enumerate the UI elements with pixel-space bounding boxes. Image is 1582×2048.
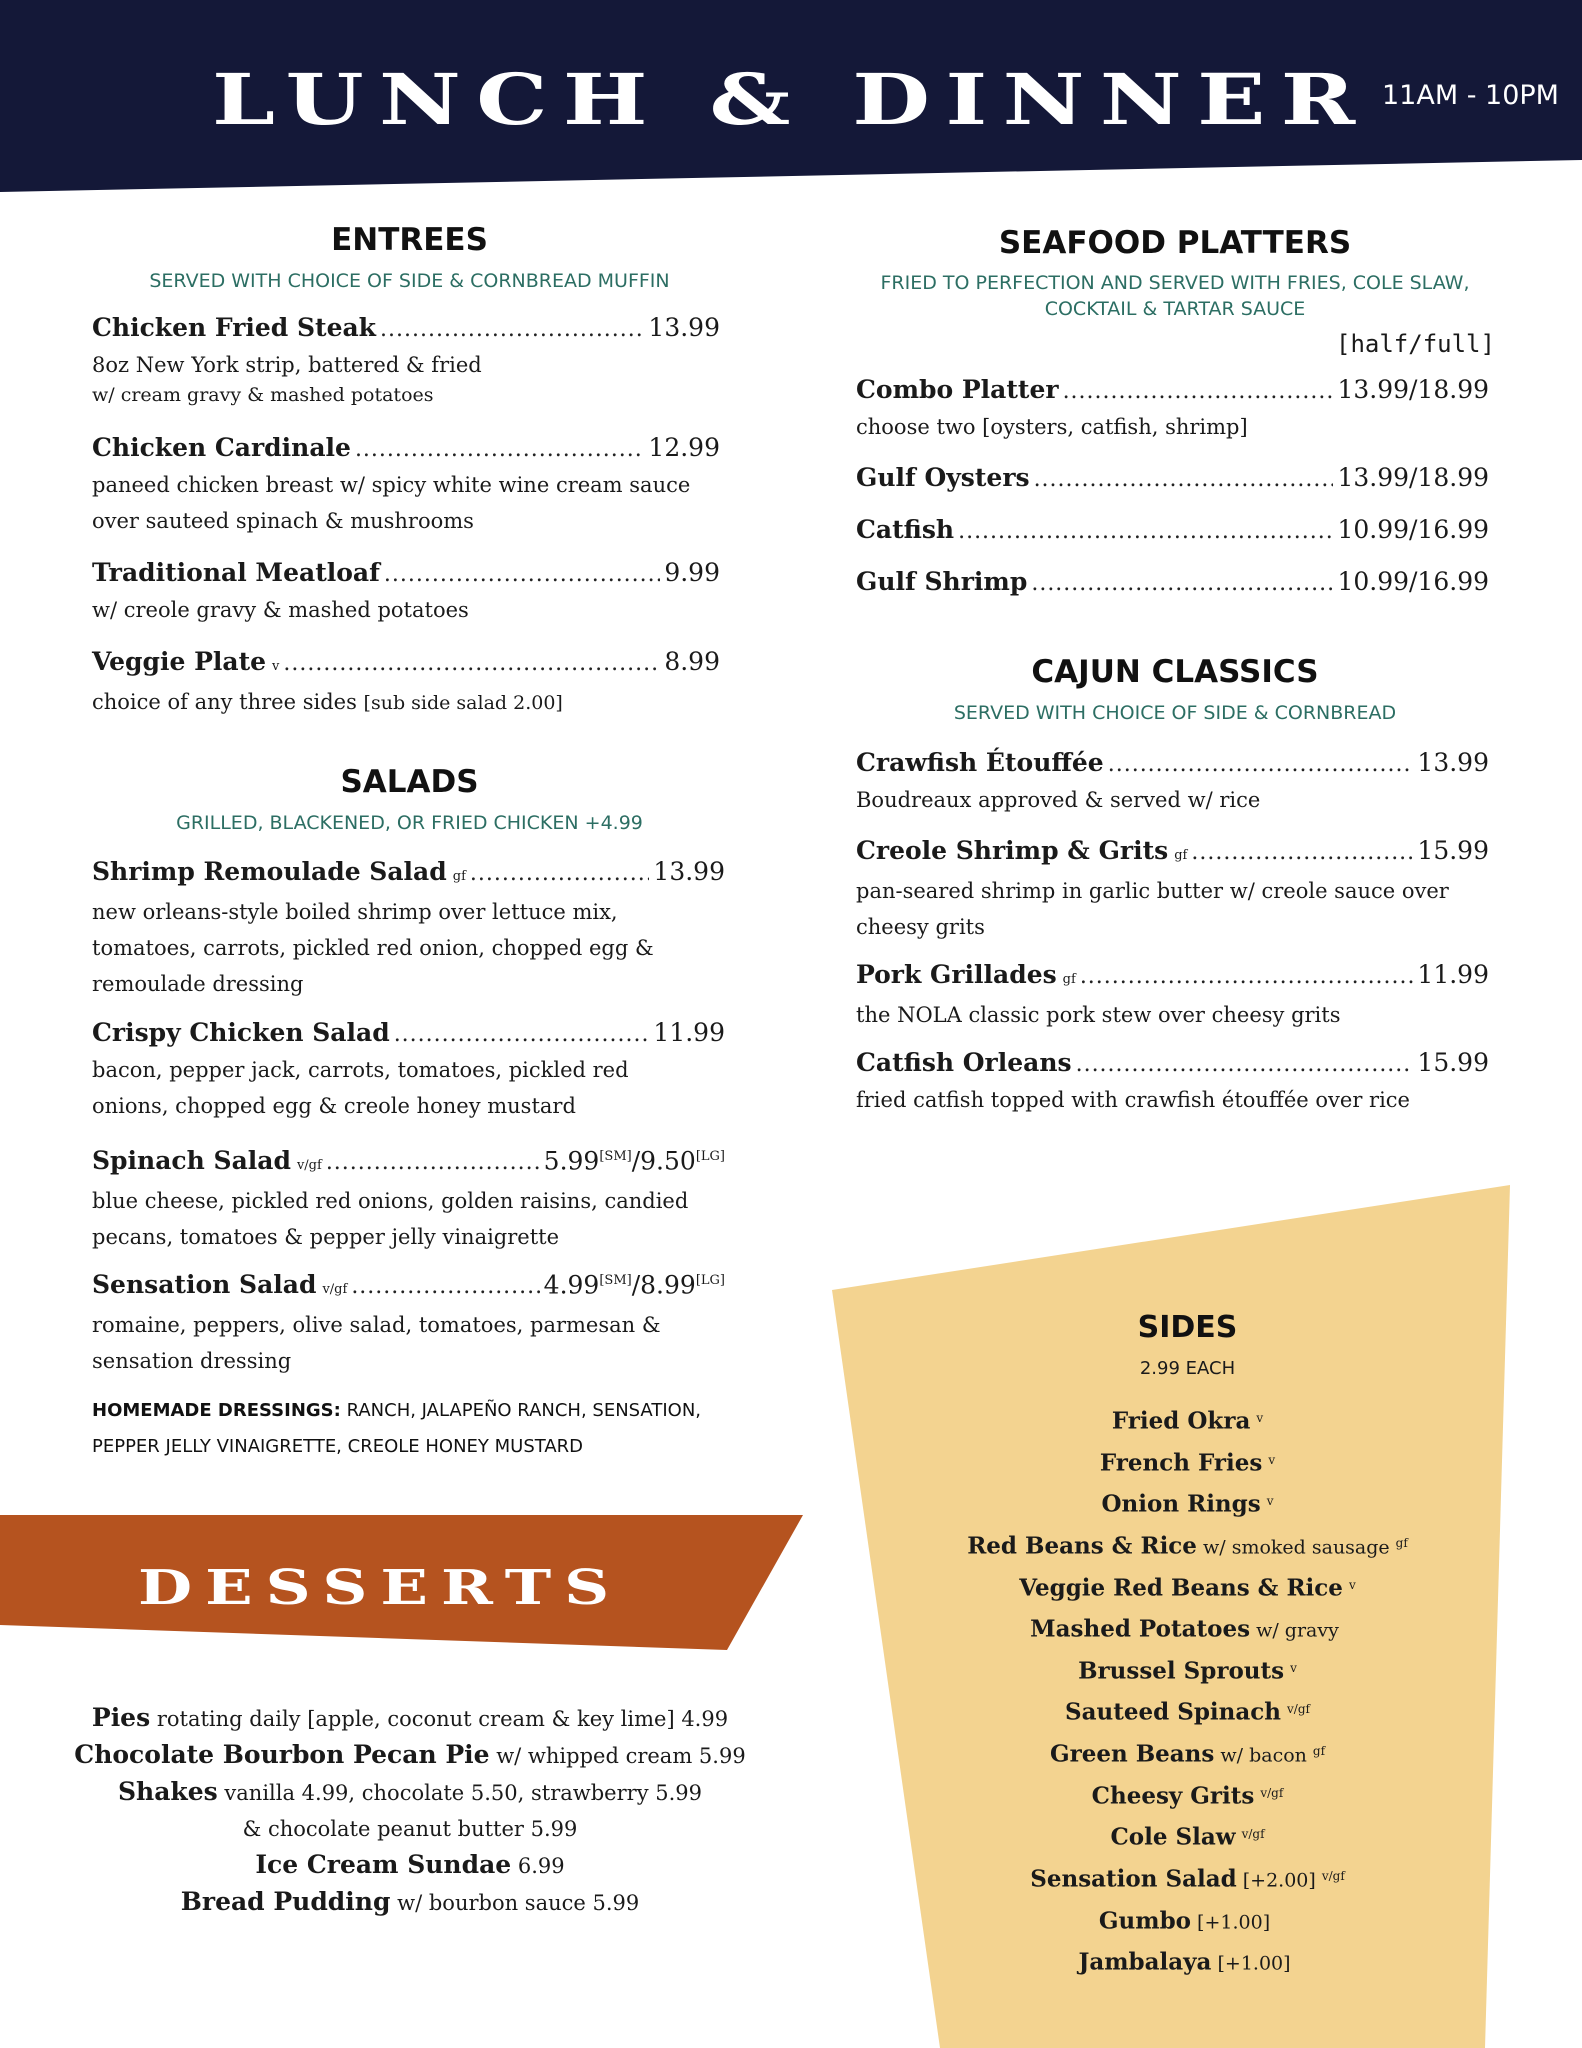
dessert-detail: w/ bourbon sauce 5.99 xyxy=(390,1891,640,1915)
item-name: Chicken Cardinale xyxy=(92,433,351,462)
item-description: choose two [oysters, catfish, shrimp] xyxy=(856,415,1248,439)
menu-item xyxy=(92,1140,725,1255)
item-description: pecans, tomatoes & pepper jelly vinaigrette xyxy=(92,1225,560,1250)
item-price: 12.99 xyxy=(648,433,720,462)
item-price: 13.99/18.99 xyxy=(1337,463,1489,492)
side-name: French Fries xyxy=(1099,1448,1263,1476)
item-name: Crispy Chicken Salad xyxy=(92,1018,390,1047)
leader-dots xyxy=(1034,463,1334,497)
leader-dots xyxy=(326,1146,540,1180)
sides-subtitle: 2.99 EACH xyxy=(1139,1358,1236,1379)
diet-tag: v xyxy=(272,659,280,674)
diet-tag: v/gf xyxy=(1241,1827,1265,1842)
leader-dots xyxy=(1063,375,1334,409)
menu-item xyxy=(856,746,1489,818)
leader-dots xyxy=(283,647,660,681)
item-price: 11.99 xyxy=(653,1018,725,1047)
item-price: 13.99 xyxy=(1417,748,1489,777)
diet-tag: gf xyxy=(1395,1535,1408,1550)
dressings-note xyxy=(92,1393,732,1465)
leader-dots xyxy=(1031,567,1333,601)
list-item xyxy=(900,1733,1475,1775)
menu-item xyxy=(92,855,725,1002)
item-name: Crawfish Étouffée xyxy=(856,748,1104,777)
cajun-title: CAJUN CLASSICS xyxy=(1031,654,1319,690)
menu-item xyxy=(856,958,1489,1033)
side-note: [+1.00] xyxy=(1211,1952,1291,1975)
menu-item xyxy=(92,556,720,628)
diet-tag: v/gf xyxy=(296,1158,322,1174)
dessert-detail: w/ whipped cream 5.99 xyxy=(489,1744,746,1768)
dressings-list: PEPPER JELLY VINAIGRETTE, CREOLE HONEY MUSTARD xyxy=(92,1436,584,1457)
item-name: Gulf Shrimp xyxy=(856,567,1028,596)
size-note: [half/full] xyxy=(1336,330,1495,358)
dessert-name: Pies xyxy=(91,1703,151,1732)
diet-tag: v xyxy=(1348,1577,1356,1592)
item-name: Catfish xyxy=(856,515,955,544)
item-name: Creole Shrimp & Grits xyxy=(856,836,1169,865)
desserts-list xyxy=(40,1700,780,1921)
side-name: Gumbo xyxy=(1098,1906,1192,1934)
item-description-note: [sub side salad 2.00] xyxy=(363,692,563,714)
list-item xyxy=(900,1816,1475,1858)
seafood-subtitle xyxy=(855,270,1495,322)
price-large: 8.99 xyxy=(640,1270,696,1300)
leader-dots xyxy=(1191,836,1413,870)
list-item xyxy=(900,1775,1475,1817)
desserts-title: DESSERTS xyxy=(138,1560,623,1616)
salads-title: SALADS xyxy=(340,764,479,800)
item-description: remoulade dressing xyxy=(92,972,304,996)
list-item xyxy=(900,1608,1475,1650)
seafood-title: SEAFOOD PLATTERS xyxy=(998,225,1352,261)
side-name: Onion Rings xyxy=(1101,1490,1261,1518)
diet-tag: v xyxy=(1266,1494,1274,1509)
side-name: Veggie Red Beans & Rice xyxy=(1019,1573,1343,1601)
size-small: [SM] xyxy=(599,1149,632,1164)
list-item xyxy=(40,1811,780,1847)
item-description: 8oz New York strip, battered & fried xyxy=(92,353,482,377)
menu-item xyxy=(856,513,1489,549)
dessert-detail: rotating daily [apple, coconut cream & key lime] 4.99 xyxy=(150,1707,729,1731)
diet-tag: v xyxy=(1256,1411,1264,1425)
menu-item xyxy=(92,431,720,539)
list-item xyxy=(900,1442,1475,1484)
item-description: romaine, peppers, olive salad, tomatoes, parmesan & xyxy=(92,1313,661,1338)
item-name: Combo Platter xyxy=(856,375,1059,404)
size-small: [SM] xyxy=(599,1273,632,1288)
item-price: 15.99 xyxy=(1417,1048,1489,1077)
diet-tag: v xyxy=(1268,1452,1276,1467)
item-description: w/ creole gravy & mashed potatoes xyxy=(92,598,469,622)
hours-label: 11AM - 10PM xyxy=(1382,80,1559,111)
side-name: Mashed Potatoes xyxy=(1030,1615,1251,1643)
leader-dots xyxy=(1080,960,1414,994)
menu-item xyxy=(92,1016,725,1124)
item-description: fried catfish topped with crawfish étouffée over rice xyxy=(856,1088,1410,1112)
dessert-detail: vanilla 4.99, chocolate 5.50, strawberry 5.99 xyxy=(217,1781,702,1805)
item-name: Veggie Plate xyxy=(92,647,267,676)
leader-dots xyxy=(384,558,660,592)
side-name: Sensation Salad xyxy=(1030,1865,1237,1893)
leader-dots xyxy=(355,433,644,467)
diet-tag: v/gf xyxy=(1287,1702,1310,1717)
dessert-name: Bread Pudding xyxy=(180,1887,391,1916)
item-price: 13.99 xyxy=(648,313,720,342)
item-price: 13.99/18.99 xyxy=(1337,375,1489,404)
list-item xyxy=(900,1691,1475,1733)
dressings-label: HOMEMADE DRESSINGS: xyxy=(92,1400,341,1421)
seafood-subtitle-line: COCKTAIL & TARTAR SAUCE xyxy=(1044,298,1306,320)
item-price: 10.99/16.99 xyxy=(1337,515,1489,544)
price-small: 5.99 xyxy=(543,1146,600,1176)
sides-title: SIDES xyxy=(1137,1310,1238,1345)
list-item xyxy=(900,1567,1475,1609)
list-item xyxy=(40,1700,780,1737)
leader-dots xyxy=(470,857,650,891)
menu-item xyxy=(856,834,1489,945)
leader-dots xyxy=(1108,748,1414,782)
sides-list xyxy=(900,1400,1475,1983)
item-name: Spinach Salad xyxy=(92,1146,291,1176)
price-small: 4.99 xyxy=(543,1270,600,1300)
menu-item xyxy=(92,311,720,413)
menu-item xyxy=(856,461,1489,497)
side-name: Fried Okra xyxy=(1111,1407,1251,1435)
side-name: Red Beans & Rice xyxy=(967,1532,1197,1560)
side-note: [+1.00] xyxy=(1191,1910,1271,1933)
item-price: 15.99 xyxy=(1417,836,1489,865)
entrees-title: ENTREES xyxy=(331,222,488,258)
diet-tag: gf xyxy=(1062,972,1076,987)
item-description: paneed chicken breast w/ spicy white wine cream sauce xyxy=(92,473,691,497)
seafood-subtitle-line: FRIED TO PERFECTION AND SERVED WITH FRIES, COLE SLAW, xyxy=(880,272,1470,294)
menu-item xyxy=(92,645,720,721)
menu-item xyxy=(92,1264,725,1379)
leader-dots xyxy=(380,313,644,347)
price-large: 9.50 xyxy=(640,1146,696,1176)
list-item xyxy=(900,1483,1475,1525)
cajun-subtitle: SERVED WITH CHOICE OF SIDE & CORNBREAD xyxy=(953,702,1397,724)
size-large: [LG] xyxy=(695,1273,725,1288)
item-price: 4.99[SM]/8.99[LG] xyxy=(543,1270,725,1300)
diet-tag: gf xyxy=(1312,1744,1326,1758)
diet-tag: v/gf xyxy=(322,1282,348,1298)
side-name: Cole Slaw xyxy=(1110,1823,1236,1851)
item-price: 13.99 xyxy=(653,857,725,886)
leader-dots xyxy=(394,1018,650,1052)
item-description: new orleans-style boiled shrimp over lettuce mix, xyxy=(92,900,618,924)
item-description: bacon, pepper jack, carrots, tomatoes, pickled red xyxy=(92,1058,629,1082)
dressings-list: RANCH, JALAPEÑO RANCH, SENSATION, xyxy=(340,1400,702,1421)
list-item xyxy=(40,1847,780,1884)
item-price: 10.99/16.99 xyxy=(1337,567,1489,596)
side-name: Brussel Sprouts xyxy=(1078,1657,1285,1685)
list-item xyxy=(40,1884,780,1921)
leader-dots xyxy=(958,515,1333,549)
side-name: Jambalaya xyxy=(1078,1948,1212,1976)
list-item xyxy=(40,1737,780,1774)
leader-dots xyxy=(351,1270,539,1304)
list-item xyxy=(900,1525,1475,1567)
item-description: choice of any three sides xyxy=(92,690,357,714)
leader-dots xyxy=(1076,1048,1414,1082)
salads-subtitle: GRILLED, BLACKENED, OR FRIED CHICKEN +4.99 xyxy=(176,812,643,834)
page-title: LUNCH & DINNER xyxy=(212,58,1371,141)
item-name: Catfish Orleans xyxy=(856,1048,1072,1077)
item-description: blue cheese, pickled red onions, golden raisins, candied xyxy=(92,1189,689,1214)
dessert-detail: & chocolate peanut butter 5.99 xyxy=(242,1817,578,1841)
item-name: Pork Grillades xyxy=(856,960,1057,989)
menu-item xyxy=(856,565,1489,601)
list-item xyxy=(900,1650,1475,1692)
item-price: 11.99 xyxy=(1417,960,1489,989)
item-name: Gulf Oysters xyxy=(856,463,1030,492)
item-price: 9.99 xyxy=(664,558,720,587)
size-large: [LG] xyxy=(695,1149,725,1164)
dessert-detail: 6.99 xyxy=(511,1854,565,1878)
side-name: Cheesy Grits xyxy=(1091,1781,1255,1809)
item-description: over sauteed spinach & mushrooms xyxy=(92,509,474,533)
diet-tag: gf xyxy=(452,869,466,884)
item-description: w/ cream gravy & mashed potatoes xyxy=(92,384,434,406)
item-description: onions, chopped egg & creole honey mustard xyxy=(92,1094,576,1118)
list-item xyxy=(900,1858,1475,1900)
diet-tag: v/gf xyxy=(1321,1868,1345,1883)
side-name: Sauteed Spinach xyxy=(1065,1698,1282,1726)
list-item xyxy=(40,1774,780,1811)
item-description: tomatoes, carrots, pickled red onion, chopped egg & xyxy=(92,936,654,960)
item-name: Sensation Salad xyxy=(92,1270,317,1300)
item-description: sensation dressing xyxy=(92,1349,292,1374)
header-banner xyxy=(0,0,1582,195)
item-description: pan-seared shrimp in garlic butter w/ creole sauce over xyxy=(856,879,1449,903)
list-item xyxy=(900,1941,1475,1983)
item-price: 8.99 xyxy=(664,647,720,676)
diet-tag: v/gf xyxy=(1260,1785,1284,1800)
diet-tag: v xyxy=(1290,1660,1297,1675)
item-name: Traditional Meatloaf xyxy=(92,558,380,587)
dessert-name: Shakes xyxy=(118,1777,218,1806)
item-description: cheesy grits xyxy=(856,915,985,939)
item-price: 5.99[SM]/9.50[LG] xyxy=(543,1146,725,1176)
side-note: [+2.00] xyxy=(1236,1869,1316,1892)
list-item xyxy=(900,1900,1475,1942)
side-name: Green Beans xyxy=(1049,1740,1215,1768)
menu-item xyxy=(856,373,1489,445)
entrees-subtitle: SERVED WITH CHOICE OF SIDE & CORNBREAD MUFFIN xyxy=(149,270,670,292)
side-note: w/ gravy xyxy=(1250,1619,1339,1642)
dessert-name: Chocolate Bourbon Pecan Pie xyxy=(74,1740,490,1769)
item-description: the NOLA classic pork stew over cheesy grits xyxy=(856,1003,1341,1027)
diet-tag: gf xyxy=(1174,848,1188,863)
item-name: Shrimp Remoulade Salad xyxy=(92,857,447,886)
dessert-name: Ice Cream Sundae xyxy=(255,1850,512,1879)
list-item xyxy=(900,1400,1475,1442)
side-note: w/ smoked sausage xyxy=(1196,1536,1390,1559)
item-description: Boudreaux approved & served w/ rice xyxy=(856,788,1261,812)
menu-item xyxy=(856,1046,1489,1118)
side-note: w/ bacon xyxy=(1214,1744,1307,1767)
item-name: Chicken Fried Steak xyxy=(92,313,376,342)
